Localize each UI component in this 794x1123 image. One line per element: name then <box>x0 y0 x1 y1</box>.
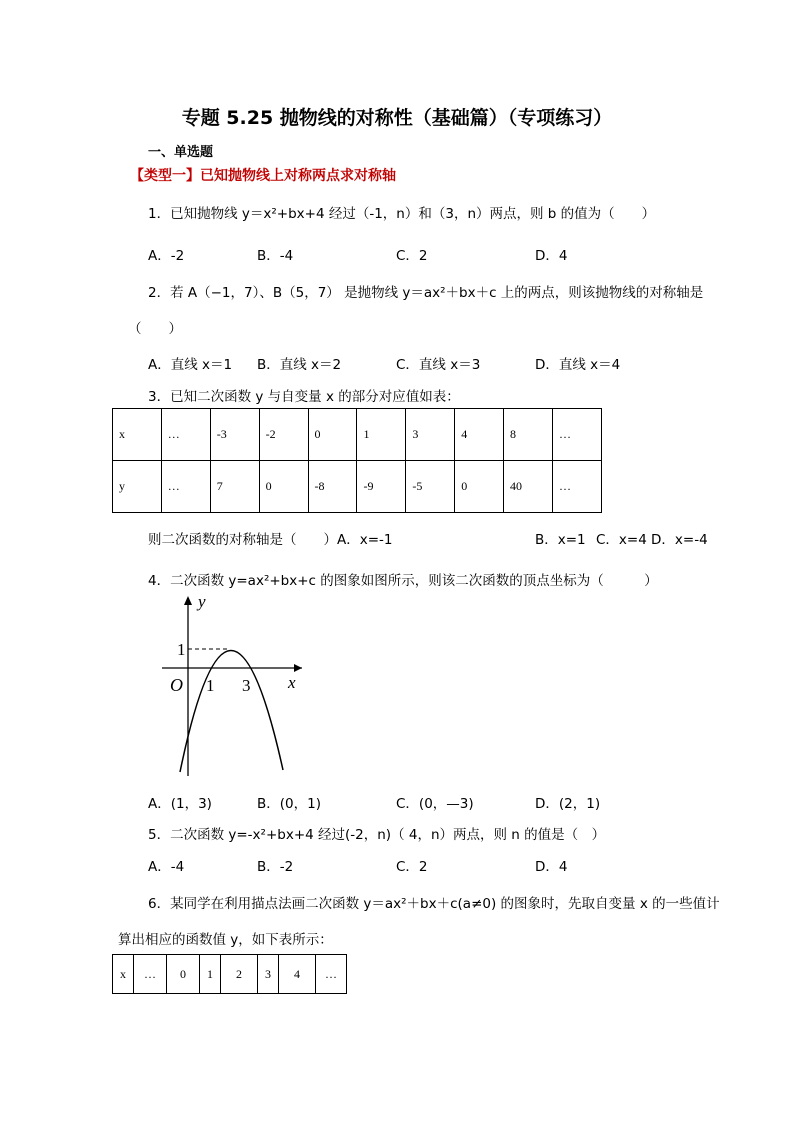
q1-option-d: D．4 <box>535 248 568 264</box>
section-heading: 一、单选题 <box>148 145 214 160</box>
question-2: 2．若 A（−1，7）、B（5，7） 是抛物线 y＝ax²＋bx＋c 上的两点，则该抛物线的对称轴是 <box>148 285 704 301</box>
table-cell: -2 <box>259 409 308 461</box>
table-cell: … <box>553 461 602 513</box>
table-cell: 0 <box>167 955 200 994</box>
q3-option-d: D．x=-4 <box>651 532 708 548</box>
q4-option-a: A．(1，3) <box>148 796 212 812</box>
origin-label: O <box>170 675 183 695</box>
q5-option-b: B．-2 <box>257 859 294 875</box>
q2-option-c: C．直线 x＝3 <box>396 357 481 373</box>
table-cell: 3 <box>258 955 279 994</box>
value-table <box>112 408 602 513</box>
q2-option-a: A．直线 x＝1 <box>148 357 233 373</box>
table-cell: … <box>553 409 602 461</box>
question-3: 3．已知二次函数 y 与自变量 x 的部分对应值如表： <box>148 389 460 405</box>
q3-option-b: B．x=1 <box>535 532 586 548</box>
x-tick-label-1: 1 <box>206 676 215 695</box>
table-row <box>113 461 602 513</box>
question-5: 5．二次函数 y=-x²+bx+4 经过(-2，n)（ 4，n）两点，则 n 的值是（ ） <box>148 827 606 843</box>
question-6-cont: 算出相应的函数值 y，如下表所示： <box>118 932 333 948</box>
q1-option-b: B．-4 <box>257 248 294 264</box>
table-cell: 4 <box>279 955 316 994</box>
table-cell: 1 <box>200 955 221 994</box>
table-cell: 0 <box>308 409 357 461</box>
question-2-cont: （ ） <box>128 321 182 337</box>
type-heading: 【类型一】已知抛物线上对称两点求对称轴 <box>130 168 396 184</box>
q1-option-a: A．-2 <box>148 248 185 264</box>
table-cell: 7 <box>210 461 259 513</box>
x-axis-label: x <box>288 673 296 692</box>
table-row <box>113 409 602 461</box>
x-axis-arrow <box>294 664 302 672</box>
table-cell: … <box>134 955 167 994</box>
q4-option-b: B．(0，1) <box>257 796 321 812</box>
table-cell: -3 <box>210 409 259 461</box>
table-cell: 8 <box>504 409 553 461</box>
q2-option-b: B．直线 x＝2 <box>257 357 342 373</box>
question-3-after: 则二次函数的对称轴是（ ）A．x=-1 <box>148 532 393 548</box>
x-tick-label-3: 3 <box>242 676 251 695</box>
q4-option-c: C．(0，—3) <box>396 796 474 812</box>
table-cell: … <box>161 461 210 513</box>
parabola-graph <box>150 592 310 782</box>
table-cell: 2 <box>221 955 258 994</box>
table-cell: -9 <box>357 461 406 513</box>
q5-option-d: D．4 <box>535 859 568 875</box>
table-cell: x <box>113 955 134 994</box>
table-cell: -5 <box>406 461 455 513</box>
value-table-2 <box>112 954 347 994</box>
page-title: 专题 5.25 抛物线的对称性（基础篇）（专项练习） <box>181 107 613 129</box>
table-cell: 40 <box>504 461 553 513</box>
q2-option-d: D．直线 x＝4 <box>535 357 621 373</box>
q5-option-c: C．2 <box>396 859 428 875</box>
q4-option-d: D．(2，1) <box>535 796 601 812</box>
q1-option-c: C．2 <box>396 248 428 264</box>
table-cell: x <box>113 409 162 461</box>
table-cell: 0 <box>455 461 504 513</box>
question-1: 1．已知抛物线 y＝x²+bx+4 经过（-1，n）和（3，n）两点，则 b 的值为（ ） <box>148 206 656 222</box>
table-cell: … <box>316 955 347 994</box>
y-tick-label: 1 <box>177 640 186 659</box>
table-cell: 0 <box>259 461 308 513</box>
table-cell: 1 <box>357 409 406 461</box>
table-cell: -8 <box>308 461 357 513</box>
question-6: 6．某同学在利用描点法画二次函数 y＝ax²＋bx＋c(a≠0) 的图象时，先取自变量 x 的一些值计 <box>148 896 720 912</box>
table-cell: … <box>161 409 210 461</box>
question-4: 4．二次函数 y=ax²+bx+c 的图象如图所示，则该二次函数的顶点坐标为（ ） <box>148 573 658 589</box>
y-axis-label: y <box>198 592 206 611</box>
q5-option-a: A．-4 <box>148 859 185 875</box>
y-axis-arrow <box>184 596 192 605</box>
table-row <box>113 955 347 994</box>
table-cell: 3 <box>406 409 455 461</box>
table-cell: y <box>113 461 162 513</box>
table-cell: 4 <box>455 409 504 461</box>
parabola-curve <box>180 650 283 772</box>
q3-option-c: C．x=4 <box>596 532 647 548</box>
